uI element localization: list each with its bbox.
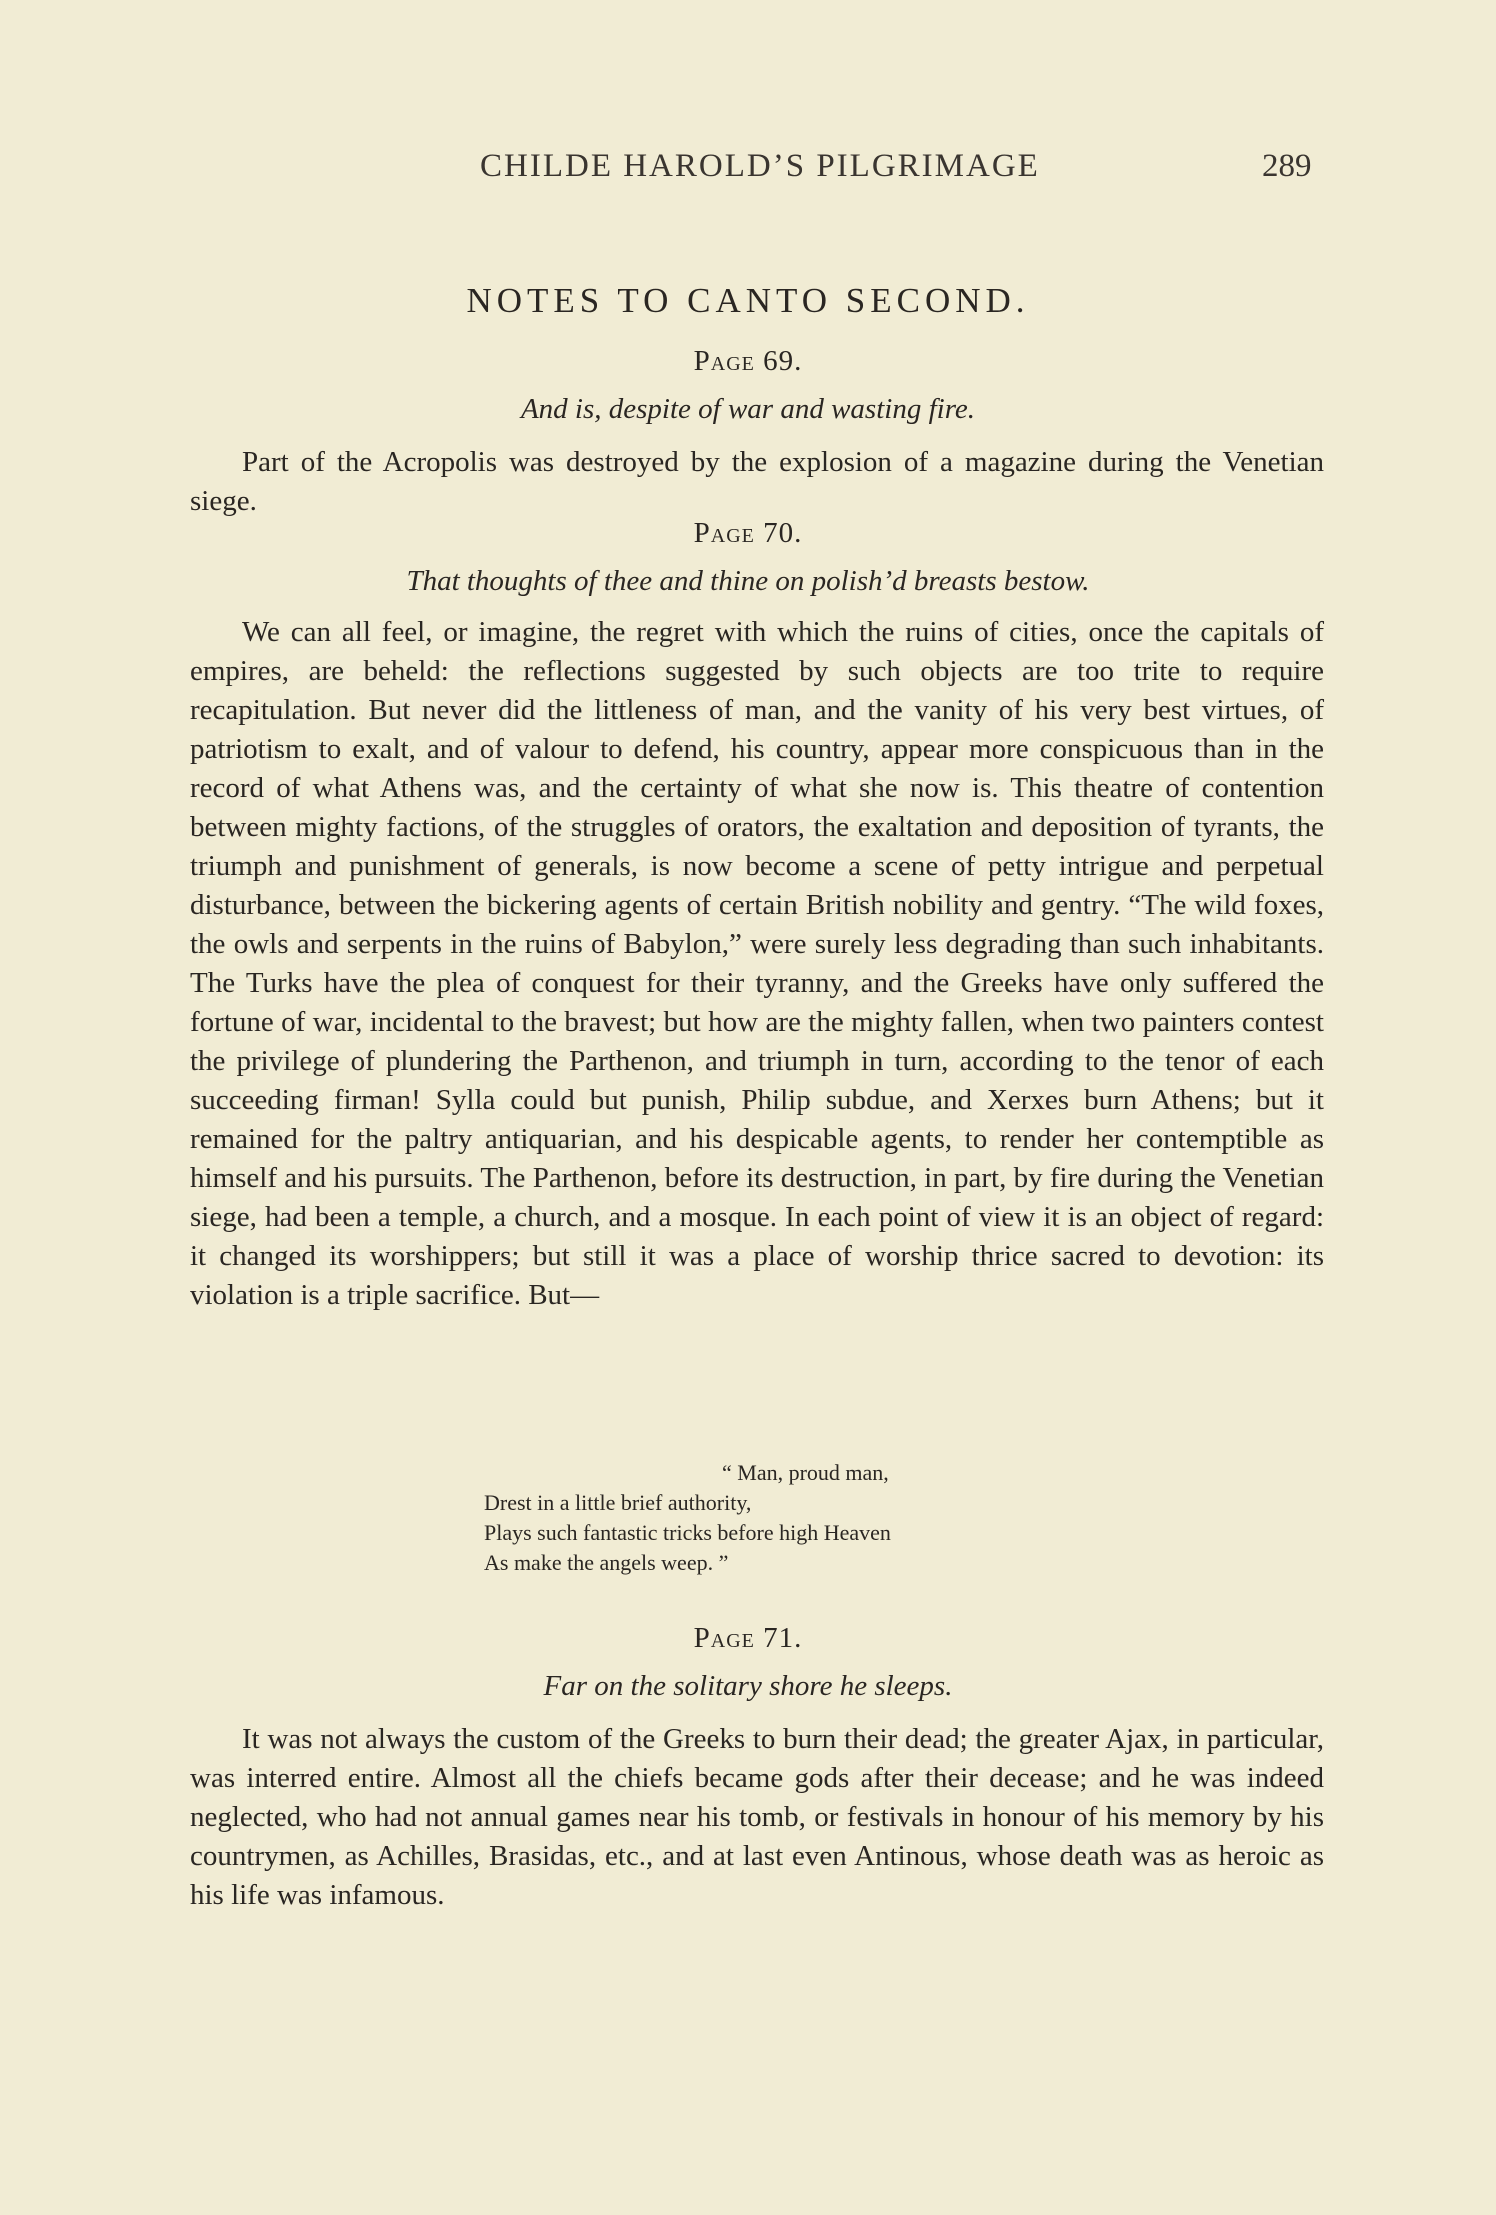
verse-line: Plays such fantastic tricks before high Heaven xyxy=(484,1520,891,1545)
verse-line: As make the angels weep. ” xyxy=(484,1550,729,1575)
page-ref-70 xyxy=(0,517,1496,550)
running-head: CHILDE HAROLD’S PILGRIMAGE xyxy=(480,148,1040,184)
quoted-line-70: That thoughts of thee and thine on polish’d breasts bestow. xyxy=(406,565,1090,597)
page-ref-label: Page 71. xyxy=(693,1622,803,1654)
verse-line: “ Man, proud man, xyxy=(722,1460,889,1485)
section-title: NOTES TO CANTO SECOND. xyxy=(466,281,1030,320)
quoted-line-69: And is, despite of war and wasting fire. xyxy=(520,393,976,425)
page-number: 289 xyxy=(1262,148,1312,184)
page-ref-71 xyxy=(0,1622,1496,1655)
page-ref-69 xyxy=(0,345,1496,378)
quoted-line-71: Far on the solitary shore he sleeps. xyxy=(543,1670,953,1702)
note-body-70: We can all feel, or imagine, the regret with which the ruins of cities, once the capitals of empires, are beheld: the reflections suggested by such objects are too trite to require recapitulation. But never did the littleness of man, and the vanity of his very best virtues, of patriotism to exalt, and of valour to defend, his country, appear more conspicuous than in the record of what Athens was, and the certainty of what she now is. This theatre of contention between mighty factions, of the struggles of orators, the exaltation and deposition of tyrants, the triumph and punishment of generals, is now become a scene of petty intrigue and perpetual disturbance, between the bickering agents of certain British nobility and gentry. “The wild foxes, the owls and serpents in the ruins of Babylon,” were surely less degrading than such inhabitants. The Turks have the plea of conquest for their tyranny, and the Greeks have only suffered the fortune of war, incidental to the bravest; but how are the mighty fallen, when two painters contest the privilege of plundering the Parthenon, and triumph in turn, according to the tenor of each succeeding firman! Sylla could but punish, Philip subdue, and Xerxes burn Athens; but it remained for the paltry antiquarian, and his despicable agents, to render her contemptible as himself and his pursuits. The Parthenon, before its destruction, in part, by fire during the Venetian siege, had been a temple, a church, and a mosque. In each point of view it is an object of regard: it changed its worshippers; but still it was a place of worship thrice sacred to devotion: its violation is a triple sacrifice. But— xyxy=(190,616,1324,1311)
verse-line: Drest in a little brief authority, xyxy=(484,1490,752,1515)
note-body-71: It was not always the custom of the Greeks to burn their dead; the greater Ajax, in particular, was interred entire. Almost all the chiefs became gods after their decease; and he was indeed neglected, who had not annual games near his tomb, or festivals in honour of his memory by his countrymen, as Achilles, Brasidas, etc., and at last even Antinous, whose death was as heroic as his life was infamous. xyxy=(190,1723,1324,1911)
shakespeare-verse xyxy=(484,1458,891,1578)
page-ref-label: Page 69. xyxy=(693,345,803,377)
page-ref-label: Page 70. xyxy=(693,517,803,549)
note-body-69: Part of the Acropolis was destroyed by the explosion of a magazine during the Venetian siege. xyxy=(190,446,1324,517)
